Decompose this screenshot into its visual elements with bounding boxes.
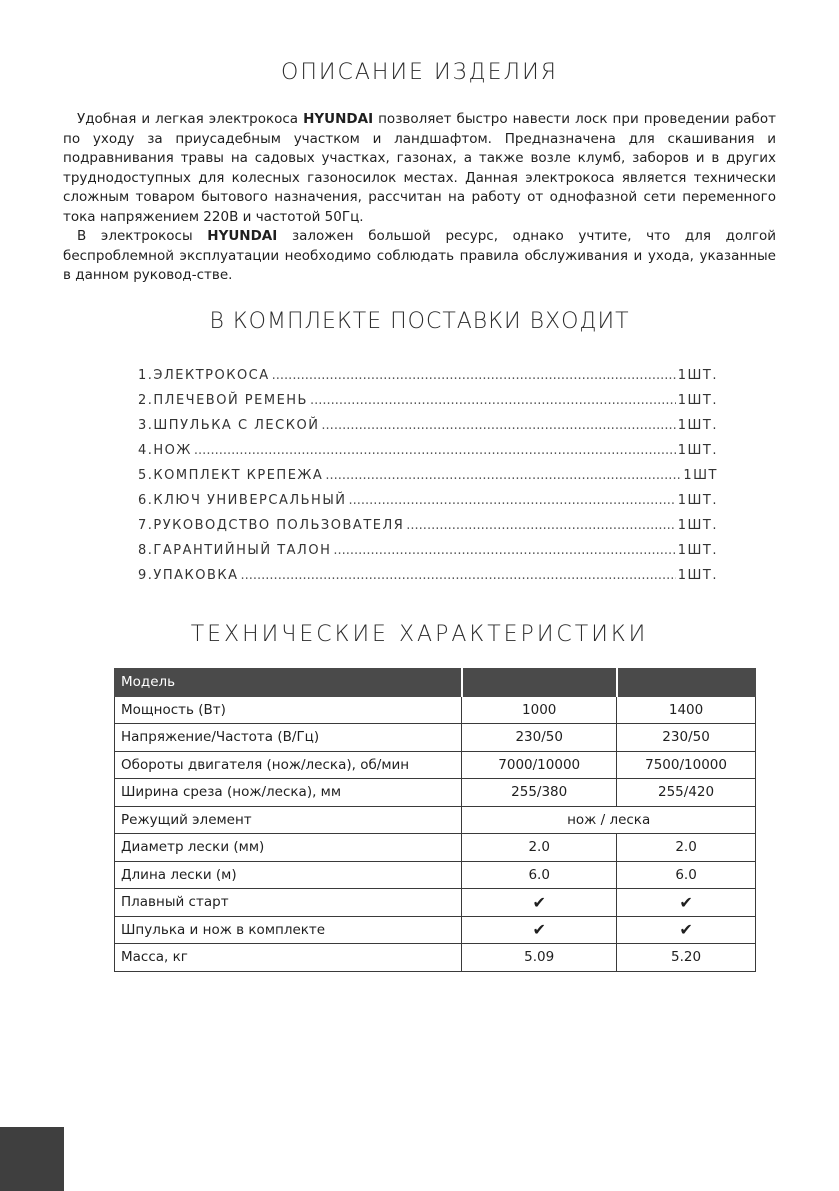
list-item: 4.НОЖ ..... 1ШТ. bbox=[138, 443, 718, 468]
list-item: 9.УПАКОВКА ..... 1ШТ. bbox=[138, 568, 718, 593]
description-title: ОПИСАНИЕ ИЗДЕЛИЯ bbox=[281, 60, 558, 85]
table-row: Плавный старт ✔ ✔ bbox=[115, 889, 756, 917]
description-paragraph-1: Удобная и легкая электрокоса HYUNDAI позволяет быстро навести лоск при проведении работ по уходу за приусадебным участком и ландшафтом. Предназначена для скашивания и подравнивания травы на садовых участках, газонах, а также возле клумб, заборов и в других труднодоступных для колесных газоносилок местах. Данная электрокоса является технически сложным товаром бытового назначения, рассчитан на работу от однофазной сети переменного тока напряжением 220В и частотой 50Гц. bbox=[63, 111, 776, 225]
table-row: Масса, кг 5.09 5.20 bbox=[115, 944, 756, 972]
table-row: Режущий элемент нож / леска bbox=[115, 806, 756, 834]
header-cell-model-2 bbox=[617, 669, 756, 697]
list-item: 8.ГАРАНТИЙНЫЙ ТАЛОН ..... 1ШТ. bbox=[138, 543, 718, 568]
list-item: 3.ШПУЛЬКА С ЛЕСКОЙ ..... 1ШТ. bbox=[138, 418, 718, 443]
list-item: 5.КОМПЛЕКТ КРЕПЕЖА ..... 1ШТ bbox=[138, 468, 718, 493]
header-cell-model-1 bbox=[462, 669, 617, 697]
table-row: Напряжение/Частота (В/Гц) 230/50 230/50 bbox=[115, 724, 756, 752]
checkmark-icon: ✔ bbox=[679, 920, 693, 940]
table-row: Мощность (Вт) 1000 1400 bbox=[115, 696, 756, 724]
checkmark-icon: ✔ bbox=[532, 892, 546, 912]
page-corner-tab bbox=[0, 1127, 64, 1191]
list-item: 6.КЛЮЧ УНИВЕРСАЛЬНЫЙ ..... 1ШТ. bbox=[138, 493, 718, 518]
list-item: 7.РУКОВОДСТВО ПОЛЬЗОВАТЕЛЯ ..... 1ШТ. bbox=[138, 518, 718, 543]
list-item: 2.ПЛЕЧЕВОЙ РЕМЕНЬ ..... 1ШТ. bbox=[138, 393, 718, 418]
header-cell-model: Модель bbox=[115, 669, 462, 697]
package-contents-list bbox=[138, 368, 718, 593]
contents-title: В КОМПЛЕКТЕ ПОСТАВКИ ВХОДИТ bbox=[209, 309, 630, 334]
brand-name: HYUNDAI bbox=[303, 111, 374, 127]
specs-table bbox=[114, 668, 756, 972]
table-row: Ширина среза (нож/леска), мм 255/380 255/420 bbox=[115, 779, 756, 807]
checkmark-icon: ✔ bbox=[532, 920, 546, 940]
list-item: 1.ЭЛЕКТРОКОСА ..... 1ШТ. bbox=[138, 368, 718, 393]
brand-name: HYUNDAI bbox=[207, 228, 278, 244]
specs-title: ТЕХНИЧЕСКИЕ ХАРАКТЕРИСТИКИ bbox=[190, 622, 649, 647]
table-row: Диаметр лески (мм) 2.0 2.0 bbox=[115, 834, 756, 862]
table-row: Обороты двигателя (нож/леска), об/мин 7000/10000 7500/10000 bbox=[115, 751, 756, 779]
table-row: Длина лески (м) 6.0 6.0 bbox=[115, 861, 756, 889]
table-header-row bbox=[115, 669, 756, 697]
description-paragraph-2: В электрокосы HYUNDAI заложен большой ресурс, однако учтите, что для долгой беспроблемной эксплуатации необходимо соблюдать правила обслуживания и ухода, указанные в данном руковод-стве. bbox=[63, 228, 776, 283]
description-text bbox=[63, 110, 776, 286]
table-row: Шпулька и нож в комплекте ✔ ✔ bbox=[115, 916, 756, 944]
checkmark-icon: ✔ bbox=[679, 892, 693, 912]
